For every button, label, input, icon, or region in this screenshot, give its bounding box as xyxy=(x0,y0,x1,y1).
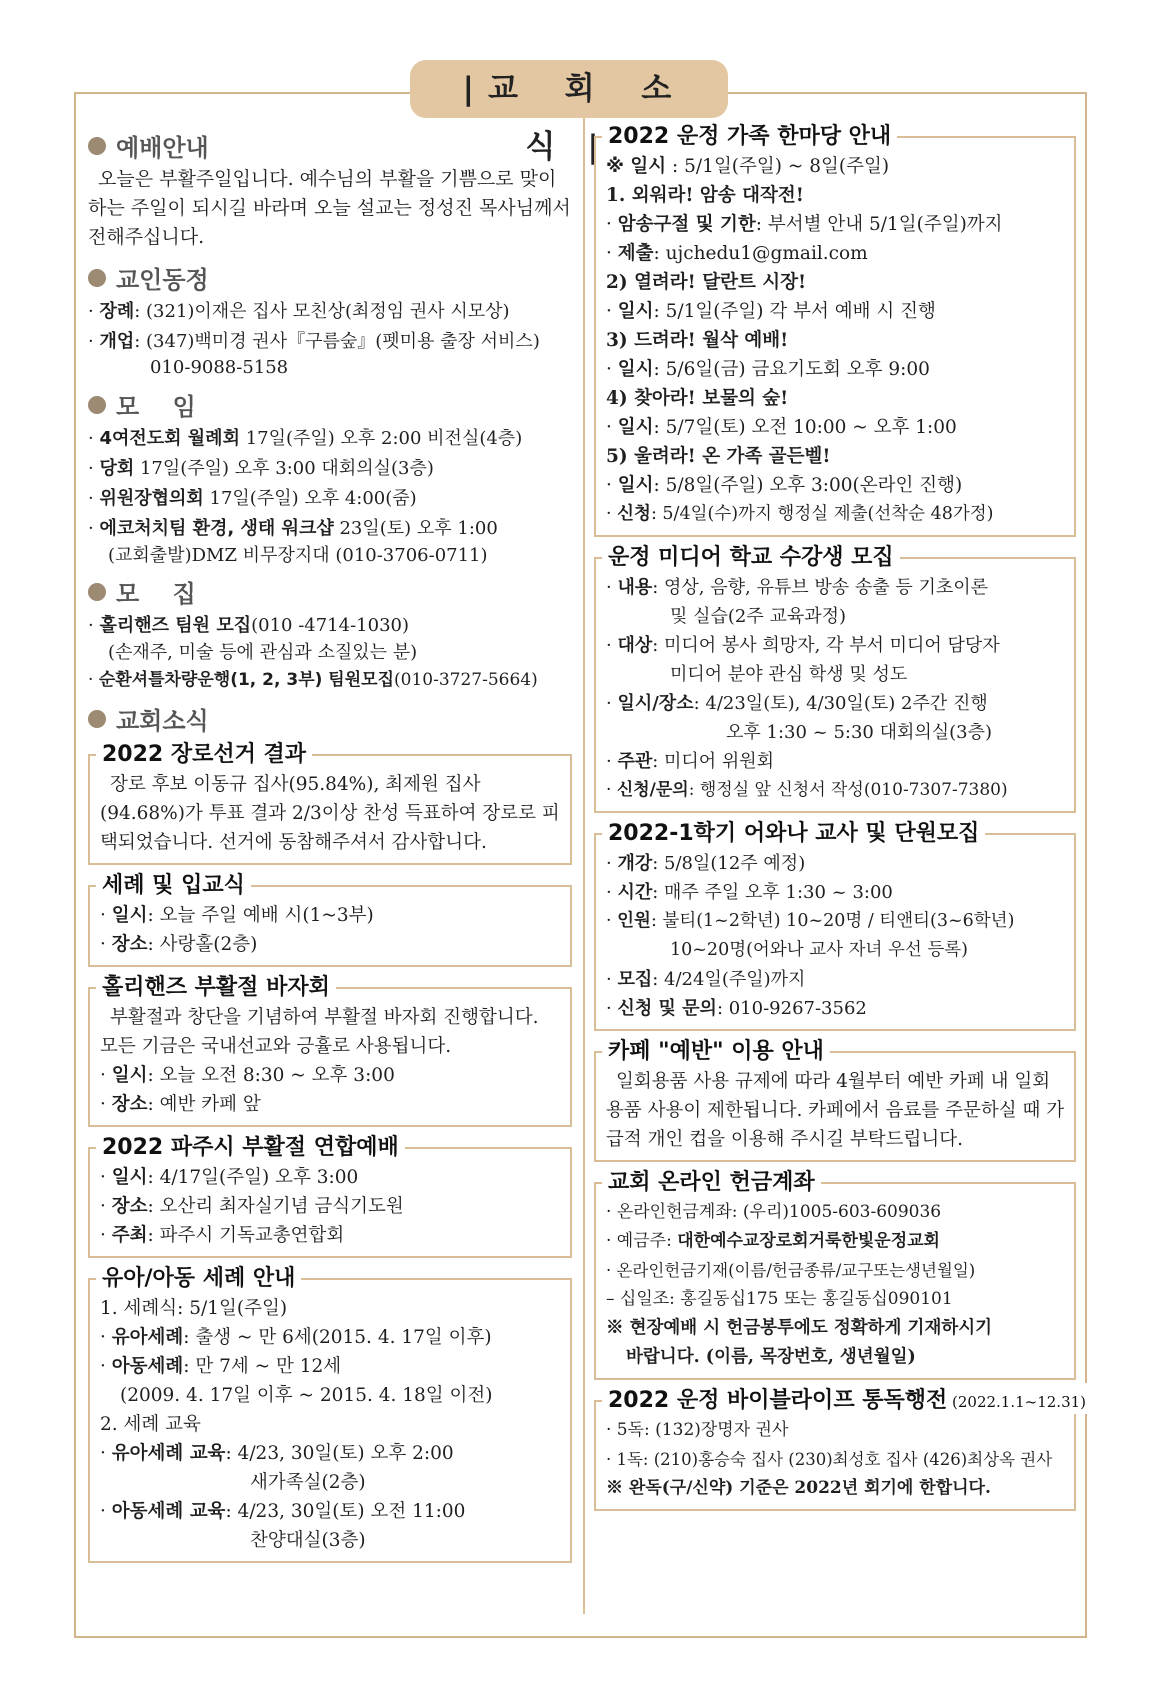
text-line: · 홀리핸즈 팀원 모집(010 -4714-1030) xyxy=(88,615,409,636)
text-line: · 신청/문의: 행정실 앞 신청서 작성(010-7307-7380) xyxy=(606,780,1008,800)
text-line: · 장소: 오산리 최자실기념 금식기도원 xyxy=(100,1196,404,1217)
text-line: 010-9088-5158 xyxy=(150,357,289,378)
text-span xyxy=(88,128,572,163)
section-title: 모 집 xyxy=(116,580,196,608)
text-line: – 십일조: 홍길동십175 또는 홍길동십090101 xyxy=(606,1289,953,1309)
box-title: 운정 미디어 학교 수강생 모집 xyxy=(602,540,900,571)
text-span: : 오늘 주일 예배 시(1~3부) xyxy=(147,905,374,926)
text-line: · 장소: 사랑홀(2층) xyxy=(100,934,258,955)
worship-text: 오늘은 부활주일입니다. 예수님의 부활을 기쁨으로 맞이하는 주일이 되시길 바라며 오늘 설교는 정성진 목사님께서 전해주십니다. xyxy=(88,168,571,248)
text-span: 위원장협의회 xyxy=(99,488,204,509)
text-span: 신청 xyxy=(617,504,651,524)
text-span: 아동세례 xyxy=(111,1356,184,1377)
text-span: 23일(토) 오후 1:00 xyxy=(333,518,498,539)
text-span: : 출생 ~ 만 6세(2015. 4. 17일 이후) xyxy=(183,1327,492,1348)
text-line: 바랍니다. (이름, 목장번호, 생년월일) xyxy=(626,1347,916,1367)
text-span: 장로 후보 이동규 집사(95.84%), 최제원 집사(94.68%)가 투표 결과 2/3이상 찬성 득표하여 장로로 피택되었습니다. 선거에 동참해주셔서 감사합니다. xyxy=(100,774,560,853)
text-span: : 5/6일(금) 금요기도회 오후 9:00 xyxy=(653,359,930,380)
text-span: 장소 xyxy=(111,1094,148,1115)
box-title: 유아/아동 세례 안내 xyxy=(96,1261,301,1292)
text-line: · 일시: 오늘 오전 8:30 ~ 오후 3:00 xyxy=(100,1065,395,1086)
bullet-dot-icon xyxy=(88,710,106,728)
text-span: 일시 xyxy=(617,359,654,380)
text-span: 당회 xyxy=(99,458,135,479)
text-line: (2009. 4. 17일 이후 ~ 2015. 4. 18일 이전) xyxy=(120,1385,493,1406)
text-span: : 4/24일(주일)까지 xyxy=(652,969,806,990)
baptism-box xyxy=(88,873,572,967)
text-span: 주관 xyxy=(617,751,653,772)
text-span: 일시 xyxy=(617,475,654,496)
paju-box xyxy=(88,1135,572,1258)
text-span: : 영상, 음향, 유튜브 방송 송출 등 기초이론 xyxy=(652,577,989,598)
text-line: 1. 세례식: 5/1일(주일) xyxy=(100,1298,288,1319)
text-span xyxy=(88,260,572,295)
text-line: · 주최: 파주시 기독교총연합회 xyxy=(100,1225,345,1246)
text-span: : 5/1일(주일) ~ 8일(주일) xyxy=(666,156,890,177)
text-span: 신청 및 문의 xyxy=(617,998,717,1019)
text-line: · 암송구절 및 기한: 부서별 안내 5/1일(주일)까지 xyxy=(606,214,1003,235)
text-span: 17일(주일) 오후 4:00(줌) xyxy=(203,488,417,509)
list-item: · 당회 17일(주일) 오후 3:00 대회의실(3층) xyxy=(88,458,434,479)
media-school-box xyxy=(594,545,1076,813)
text-span xyxy=(88,701,572,736)
text-span: : 5/1일(주일) 각 부서 예배 시 진행 xyxy=(653,301,936,322)
text-span: : 4/17일(주일) 오후 3:00 xyxy=(147,1167,359,1188)
text-span: : 미디어 위원회 xyxy=(652,751,775,772)
text-line: (교회출발)DMZ 비무장지대 (010-3706-0711) xyxy=(108,545,488,566)
section-title: 교인동정 xyxy=(116,266,209,294)
text-line: · 5독: (132)장명자 권사 xyxy=(606,1420,789,1440)
text-line: 2. 세례 교육 xyxy=(100,1414,201,1435)
text-line: · 유아세례: 출생 ~ 만 6세(2015. 4. 17일 이후) xyxy=(100,1327,492,1348)
section-title: 예배안내 xyxy=(116,134,209,162)
text-span: 장소 xyxy=(111,934,148,955)
text-line: 4) 찾아라! 보물의 숲! xyxy=(606,388,789,409)
text-line: · 신청: 5/4일(수)까지 행정실 제출(선착순 48가정) xyxy=(606,504,994,524)
text-span: 홀리핸즈 팀원 모집 xyxy=(99,615,252,636)
text-span: 유아세례 xyxy=(111,1327,184,1348)
right-column xyxy=(594,124,1087,1511)
text-span: 인원 xyxy=(617,911,651,931)
text-span: : 4/23일(토), 4/30일(토) 2주간 진행 xyxy=(693,693,988,714)
text-line xyxy=(606,1227,1066,1256)
text-span: 신청/문의 xyxy=(616,780,689,800)
box-title: 카페 "예반" 이용 안내 xyxy=(602,1034,830,1065)
text-line: · 인원: 불티(1~2학년) 10~20명 / 티앤티(3~6학년) xyxy=(606,911,1015,931)
text-line: · 온라인헌금계좌: (우리)1005-603-609036 xyxy=(606,1202,942,1222)
text-line: 10~20명(어와나 교사 자녀 우선 등록) xyxy=(670,940,968,960)
text-span: 시간 xyxy=(617,882,653,903)
box-title: 2022 장로선거 결과 xyxy=(96,737,312,768)
text-line: 오후 1:30 ~ 5:30 대회의실(3층) xyxy=(726,722,993,743)
text-span: 유아세례 교육 xyxy=(111,1443,226,1464)
section-title: 교회소식 xyxy=(116,707,209,735)
text-span: 대한예수교장로회거룩한빛운정교회 xyxy=(677,1231,940,1251)
text-span: 일시 xyxy=(111,1167,148,1188)
offering-box xyxy=(594,1170,1076,1380)
text-span: : 사랑홀(2층) xyxy=(147,934,258,955)
text-span: 주최 xyxy=(111,1225,148,1246)
text-line: · 장소: 예반 카페 앞 xyxy=(100,1094,261,1115)
text-line: 1. 외워라! 암송 대작전! xyxy=(606,185,804,206)
text-span: : 만 7세 ~ 만 12세 xyxy=(183,1356,342,1377)
text-span xyxy=(88,574,572,609)
text-line: · 주관: 미디어 위원회 xyxy=(606,751,775,772)
meeting-section xyxy=(88,387,572,568)
list-item: · 4여전도회 월례회 17일(주일) 오후 2:00 비전실(4층) xyxy=(88,428,523,449)
text-line: · 장례: (321)이재은 집사 모친상(최정임 권사 시모상) xyxy=(88,301,510,322)
text-line: · 내용: 영상, 음향, 유튜브 방송 송출 등 기초이론 xyxy=(606,577,989,598)
text-span: (2022.1.1~12.31) xyxy=(947,1393,1087,1411)
column-divider xyxy=(583,118,585,1614)
text-span: : 파주시 기독교총연합회 xyxy=(147,1225,345,1246)
text-line: · 유아세례 교육: 4/23, 30일(토) 오후 2:00 xyxy=(100,1443,454,1464)
awana-box xyxy=(594,821,1076,1031)
text-span: 일시/장소 xyxy=(617,693,694,714)
text-line: · 모집: 4/24일(주일)까지 xyxy=(606,969,806,990)
text-line: · 시간: 매주 주일 오후 1:30 ~ 3:00 xyxy=(606,882,893,903)
text-span: : (347)백미경 권사『구름숲』(펫미용 출장 서비스) xyxy=(134,331,540,352)
list-item: · 위원장협의회 17일(주일) 오후 4:00(줌) xyxy=(88,488,417,509)
text-line: · 대상: 미디어 봉사 희망자, 각 부서 미디어 담당자 xyxy=(606,635,1000,656)
text-line: · 아동세례 교육: 4/23, 30일(토) 오전 11:00 xyxy=(100,1501,466,1522)
text-span: : 불티(1~2학년) 10~20명 / 티앤티(3~6학년) xyxy=(650,911,1015,931)
page-title xyxy=(410,60,728,165)
text-line: · 일시: 5/6일(금) 금요기도회 오후 9:00 xyxy=(606,359,930,380)
text-span: 17일(주일) 오후 3:00 대회의실(3층) xyxy=(134,458,434,479)
text-span: 대상 xyxy=(617,635,653,656)
text-span: 장례 xyxy=(99,301,135,322)
text-line: · 순환셔틀차량운행(1, 2, 3부) 팀원모집(010-3727-5664) xyxy=(88,670,538,690)
text-line: · 일시: 5/8일(주일) 오후 3:00(온라인 진행) xyxy=(606,475,963,496)
text-span: 내용 xyxy=(617,577,653,598)
text-span: 장소 xyxy=(111,1196,148,1217)
text-line: · 일시: 오늘 주일 예배 시(1~3부) xyxy=(100,905,374,926)
text-span: · 예금주: xyxy=(606,1231,678,1251)
text-span: : 5/8일(주일) 오후 3:00(온라인 진행) xyxy=(653,475,963,496)
text-line: 및 실습(2주 교육과정) xyxy=(670,606,847,627)
text-span: 아동세례 교육 xyxy=(111,1501,226,1522)
text-line: · 제출: ujchedu1@gmail.com xyxy=(606,243,868,264)
text-line: · 개업: (347)백미경 권사『구름숲』(펫미용 출장 서비스) xyxy=(88,331,540,352)
bullet-dot-icon xyxy=(88,396,106,414)
left-column xyxy=(88,128,572,1563)
text-span: 일시 xyxy=(617,417,654,438)
text-line: · 아동세례: 만 7세 ~ 만 12세 xyxy=(100,1356,342,1377)
box-title: 교회 온라인 헌금계좌 xyxy=(602,1165,821,1196)
text-line: · 일시: 5/7일(토) 오전 10:00 ~ 오후 1:00 xyxy=(606,417,957,438)
box-title: 2022 파주시 부활절 연합예배 xyxy=(96,1130,405,1161)
text-line: 찬양대실(3층) xyxy=(250,1530,366,1551)
text-line: ※ 현장예배 시 헌금봉투에도 정확하게 기재하시기 xyxy=(606,1318,993,1338)
text-span: 2022 운정 바이블라이프 통독행전 xyxy=(608,1388,948,1413)
bullet-dot-icon xyxy=(88,269,106,287)
bullet-dot-icon xyxy=(88,137,106,155)
bullet-dot-icon xyxy=(88,583,106,601)
text-span: : 예반 카페 앞 xyxy=(147,1094,261,1115)
worship-section xyxy=(88,128,572,252)
box-title xyxy=(602,1383,1092,1414)
text-span: 순환셔틀차량운행(1, 2, 3부) 팀원모집 xyxy=(98,670,394,690)
text-span: | xyxy=(462,71,474,107)
cafe-box xyxy=(594,1039,1076,1162)
text-span: : 5/8일(12주 예정) xyxy=(652,853,806,874)
recruit-section xyxy=(88,574,572,695)
text-line xyxy=(606,152,1066,181)
text-span xyxy=(88,387,572,422)
text-span: : 행정실 앞 신청서 작성(010-7307-7380) xyxy=(688,780,1008,800)
text-span: 일회용품 사용 규제에 따라 4월부터 예반 카페 내 일회용품 사용이 제한됩니다. 카페에서 음료를 주문하실 때 가급적 개인 컵을 이용해 주시길 부탁드립니다. xyxy=(606,1071,1065,1150)
child-baptism-box xyxy=(88,1266,572,1563)
text-span: 개업 xyxy=(99,331,135,352)
text-span: : ujchedu1@gmail.com xyxy=(653,243,868,264)
text-line: · 신청 및 문의: 010-9267-3562 xyxy=(606,998,867,1019)
text-span: : 5/7일(토) 오전 10:00 ~ 오후 1:00 xyxy=(653,417,957,438)
text-span: : (321)이재은 집사 모친상(최정임 권사 시모상) xyxy=(134,301,510,322)
text-line: 3) 드려라! 월삭 예배! xyxy=(606,330,789,351)
list-item: · 에코처치팀 환경, 생태 워크샵 23일(토) 오후 1:00 xyxy=(88,518,498,539)
text-line: · 일시/장소: 4/23일(토), 4/30일(토) 2주간 진행 xyxy=(606,693,988,714)
bazaar-box xyxy=(88,975,572,1127)
section-title: 모 임 xyxy=(116,393,196,421)
box-title: 2022-1학기 어와나 교사 및 단원모집 xyxy=(602,816,985,847)
text-span: (010-3727-5664) xyxy=(394,670,538,690)
text-line: · 온라인헌금기재(이름/헌금종류/교구또는생년월일) xyxy=(606,1261,976,1280)
box-title: 2022 운정 가족 한마당 안내 xyxy=(602,119,897,150)
text-span: : 오늘 오전 8:30 ~ 오후 3:00 xyxy=(147,1065,395,1086)
text-span: ※ 일시 xyxy=(606,156,667,177)
text-span: 일시 xyxy=(617,301,654,322)
text-span: : 4/23, 30일(토) 오전 11:00 xyxy=(225,1501,466,1522)
text-line: 미디어 분야 관심 학생 및 성도 xyxy=(670,664,908,685)
text-span: : 매주 주일 오후 1:30 ~ 3:00 xyxy=(652,882,893,903)
text-span: 에코처치팀 환경, 생태 워크샵 xyxy=(99,518,334,539)
box-title: 홀리핸즈 부활절 바자회 xyxy=(96,970,336,1001)
text-line: (손재주, 미술 등에 관심과 소질있는 분) xyxy=(108,642,418,663)
text-span: | xyxy=(587,129,599,165)
family-event-box xyxy=(594,124,1076,537)
text-span: 개강 xyxy=(617,853,653,874)
text-span: 일시 xyxy=(111,1065,148,1086)
text-span: : 5/4일(수)까지 행정실 제출(선착순 48가정) xyxy=(650,504,994,524)
text-span: 모집 xyxy=(617,969,653,990)
text-span: (010 -4714-1030) xyxy=(251,615,409,636)
church-news-section xyxy=(88,701,572,736)
text-span: 교 회 소 식 xyxy=(487,71,690,165)
member-news-section xyxy=(88,260,572,379)
text-span: : 오산리 최자실기념 금식기도원 xyxy=(147,1196,404,1217)
text-span: 암송구절 및 기한 xyxy=(617,214,756,235)
text-span: : 부서별 안내 5/1일(주일)까지 xyxy=(755,214,1003,235)
bible-reading-box xyxy=(594,1388,1087,1511)
text-line: · 일시: 4/17일(주일) 오후 3:00 xyxy=(100,1167,359,1188)
text-line: 새가족실(2층) xyxy=(250,1472,366,1493)
box-title: 세례 및 입교식 xyxy=(96,868,251,899)
text-line: · 1독: (210)홍승숙 집사 (230)최성호 집사 (426)최상옥 권사 xyxy=(606,1450,1053,1469)
text-span: : 미디어 봉사 희망자, 각 부서 미디어 담당자 xyxy=(652,635,1000,656)
text-line: · 개강: 5/8일(12주 예정) xyxy=(606,853,806,874)
text-span: 제출 xyxy=(617,243,654,264)
election-box xyxy=(88,742,572,865)
text-span: : 4/23, 30일(토) 오후 2:00 xyxy=(225,1443,454,1464)
text-span: 부활절과 창단을 기념하여 부활절 바자회 진행합니다. 모든 기금은 국내선교와 긍휼로 사용됩니다. xyxy=(100,1007,539,1057)
text-span: : 010-9267-3562 xyxy=(716,998,867,1019)
text-span: 17일(주일) 오후 2:00 비전실(4층) xyxy=(239,428,523,449)
text-line: 2) 열려라! 달란트 시장! xyxy=(606,272,807,293)
text-span: 일시 xyxy=(111,905,148,926)
text-line: ※ 완독(구/신약) 기준은 2022년 회기에 한합니다. xyxy=(606,1478,991,1498)
text-line: 5) 울려라! 온 가족 골든벨! xyxy=(606,446,831,467)
text-line: · 일시: 5/1일(주일) 각 부서 예배 시 진행 xyxy=(606,301,936,322)
text-span: 4여전도회 월례회 xyxy=(99,428,240,449)
